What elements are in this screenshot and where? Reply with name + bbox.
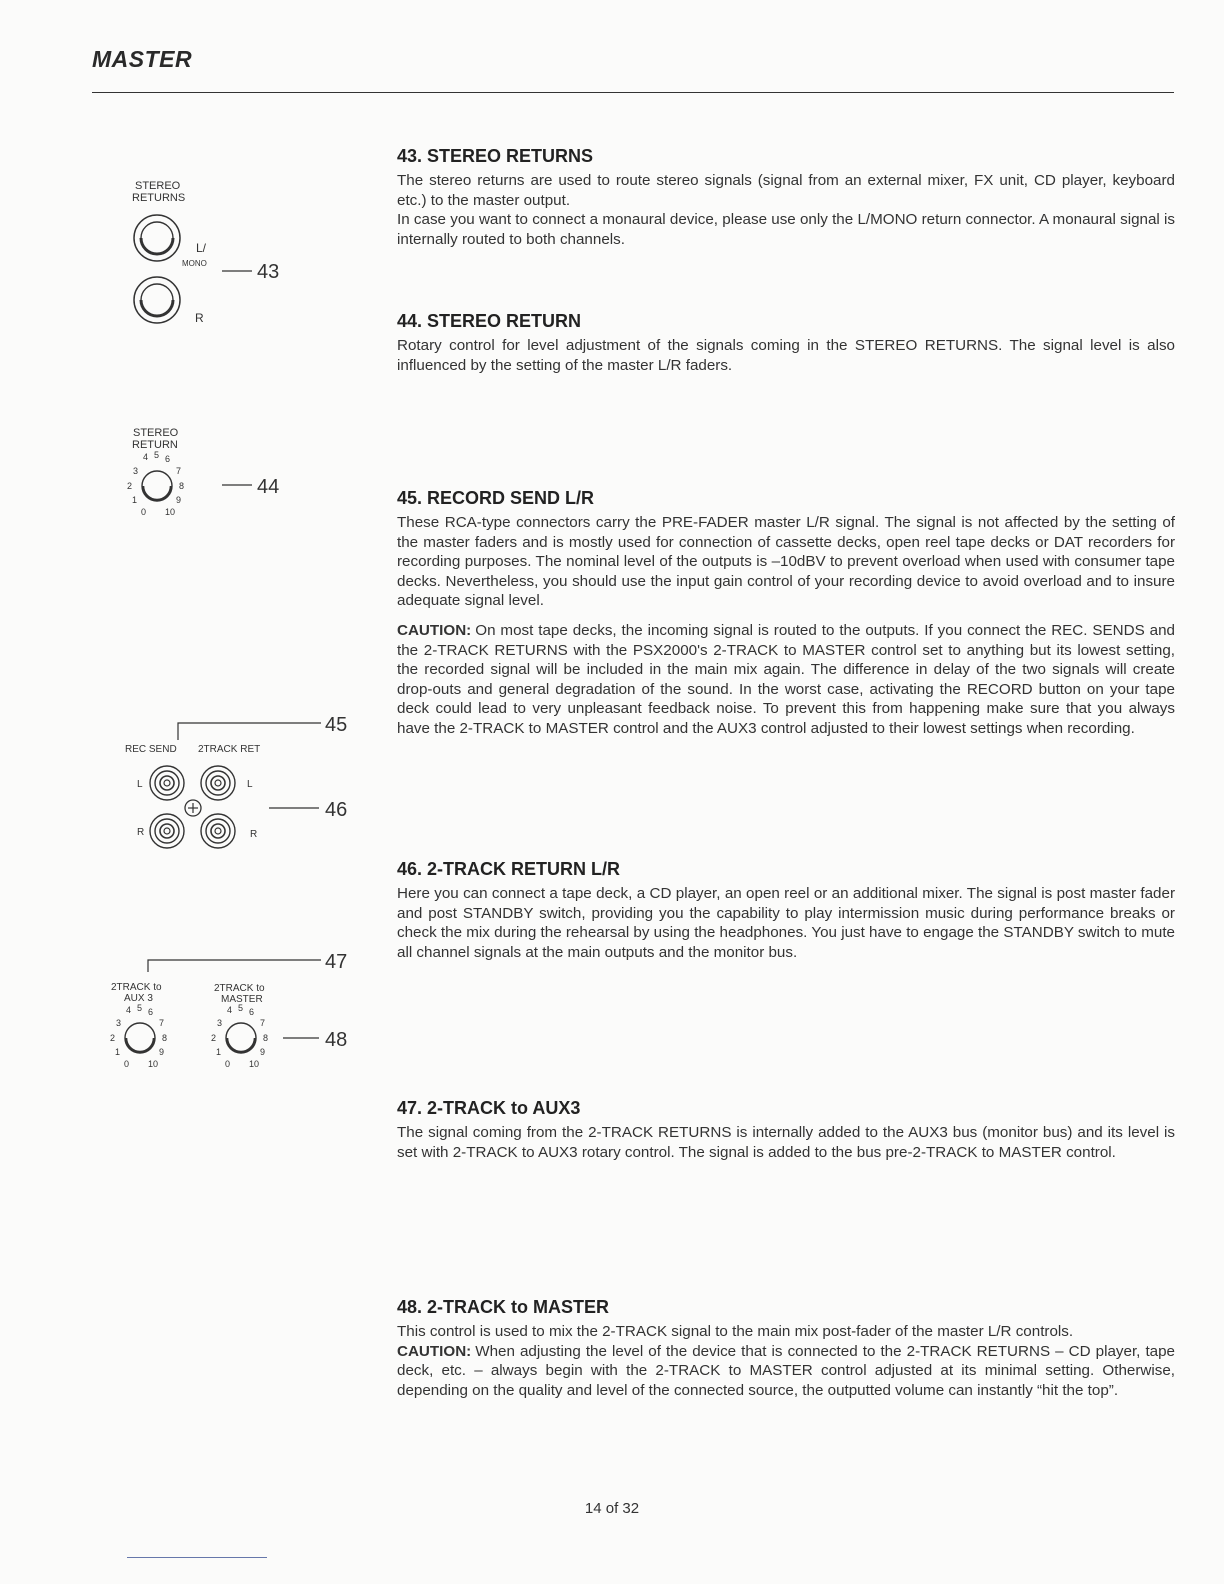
page-number: 14 of 32 bbox=[584, 1500, 640, 1517]
aux-scale-7: 7 bbox=[159, 1018, 165, 1028]
callout-47: 47 bbox=[325, 951, 348, 973]
stereo-returns-label-1: STEREO bbox=[135, 180, 181, 192]
stereo-return-label-1: STEREO bbox=[133, 427, 179, 439]
rca-l-left-label: L bbox=[137, 779, 143, 790]
knob44-scale-7: 7 bbox=[176, 466, 182, 476]
aux-scale-5: 5 bbox=[137, 1003, 143, 1013]
aux-scale-0: 0 bbox=[124, 1059, 130, 1069]
section-44 bbox=[397, 311, 1175, 375]
section-44-title: 44. STEREO RETURN bbox=[397, 311, 582, 331]
stereo-return-label-2: RETURN bbox=[132, 439, 178, 451]
lmono-mono-label: MONO bbox=[182, 259, 207, 268]
aux-scale-2: 2 bbox=[110, 1033, 116, 1043]
knob44-scale-5: 5 bbox=[154, 450, 160, 460]
section-45-para-1: These RCA-type connectors carry the PRE-FADER master L/R signal. The signal is not affected by the setting of the master faders and is mostly used for connection of cassette decks, open reel tape decks or DAT recorders for recording purposes. The nominal level of the outputs is –10dBV to prevent overload when used with consumer tape decks. Nevertheless, you should use the input gain control of your recording device to avoid overload and to insure adequate signal level. bbox=[397, 514, 1175, 610]
section-45-title: 45. RECORD SEND L/R bbox=[397, 488, 595, 508]
knob44-scale-0: 0 bbox=[141, 507, 147, 517]
section-48-title: 48. 2-TRACK to MASTER bbox=[397, 1297, 610, 1317]
section-47 bbox=[397, 1098, 1175, 1162]
r-jack-icon bbox=[134, 277, 180, 323]
footer-link-underline bbox=[127, 1557, 267, 1558]
callout-43: 43 bbox=[257, 261, 280, 283]
callout-44: 44 bbox=[257, 476, 280, 498]
callout-45: 45 bbox=[325, 714, 348, 736]
section-43-para-1: The stereo returns are used to route stereo signals (signal from an external mixer, FX unit, CD player, keyboard etc.) to the master output. bbox=[397, 172, 1175, 209]
aux-scale-6: 6 bbox=[148, 1007, 154, 1017]
callout-45-line bbox=[178, 723, 321, 740]
section-46-para-1: Here you can connect a tape deck, a CD player, an open reel or an additional mixer. The signal is post master fader and post STANDBY switch, providing you the capability to play intermission music during performance breaks or check the mix during the rehearsal by using the headphones. You just have to engage the STANDBY switch to mute all channel signals at the main outputs and the monitor bus. bbox=[397, 885, 1175, 961]
rca-rec-send-r-icon bbox=[150, 814, 184, 848]
section-48-caution-text: When adjusting the level of the device that is connected to the 2-TRACK RETURNS – CD player, tape deck, etc. – always begin with the 2-TRACK to MASTER control adjusted at its minimal setting. Otherwise, depending on the quality and level of the connected source, the outputted volume can instantly “hit the top”. bbox=[397, 1342, 1175, 1399]
section-43-title: 43. STEREO RETURNS bbox=[397, 146, 594, 166]
section-45-caution-label: CAUTION: bbox=[397, 621, 472, 639]
rca-rec-send-l-icon bbox=[150, 766, 184, 800]
knob44-scale-6: 6 bbox=[165, 454, 171, 464]
section-47-para-1: The signal coming from the 2-TRACK RETURNS is internally added to the AUX3 bus (monitor bus) and its level is set with 2-TRACK to AUX3 rotary control. The signal is added to the bus pre-2-TRACK to MASTER control. bbox=[397, 1124, 1175, 1161]
master-knob-icon bbox=[226, 1023, 256, 1053]
rca-jacks-group bbox=[125, 714, 347, 848]
mounting-screw-icon bbox=[185, 800, 201, 816]
aux-scale-8: 8 bbox=[162, 1033, 168, 1043]
section-45 bbox=[397, 488, 1175, 739]
knob44-scale-10: 10 bbox=[165, 507, 176, 517]
stereo-returns-group bbox=[132, 180, 279, 325]
aux3-knob-icon bbox=[125, 1023, 155, 1053]
r-jack-label: R bbox=[195, 311, 204, 325]
rca-r-left-label: R bbox=[137, 827, 145, 838]
rca-track-ret-l-icon bbox=[201, 766, 235, 800]
stereo-returns-label-2: RETURNS bbox=[132, 192, 186, 204]
knob44-scale-1: 1 bbox=[132, 495, 138, 505]
master-scale-7: 7 bbox=[260, 1018, 266, 1028]
header-divider bbox=[92, 92, 1174, 93]
master-scale-1: 1 bbox=[216, 1047, 222, 1057]
stereo-return-knob-group bbox=[127, 427, 279, 517]
section-44-para-1: Rotary control for level adjustment of the signals coming in the STEREO RETURNS. The signal level is also influenced by the setting of the master L/R faders. bbox=[397, 337, 1175, 374]
master-scale-4: 4 bbox=[227, 1005, 233, 1015]
aux-scale-1: 1 bbox=[115, 1047, 121, 1057]
callout-48: 48 bbox=[325, 1029, 348, 1051]
section-48-caution-label: CAUTION: bbox=[397, 1342, 472, 1360]
aux-scale-4: 4 bbox=[126, 1005, 132, 1015]
section-47-title: 47. 2-TRACK to AUX3 bbox=[397, 1098, 581, 1118]
aux-label-1: 2TRACK to bbox=[111, 982, 162, 993]
master-label-2: MASTER bbox=[221, 994, 263, 1005]
master-scale-2: 2 bbox=[211, 1033, 217, 1043]
section-48 bbox=[397, 1297, 1175, 1400]
aux-scale-3: 3 bbox=[116, 1018, 122, 1028]
callout-46: 46 bbox=[325, 799, 348, 821]
stereo-return-knob-icon bbox=[142, 471, 172, 501]
page-title: MASTER bbox=[92, 46, 193, 72]
knob44-scale-4: 4 bbox=[143, 452, 149, 462]
track-ret-label: 2TRACK RET bbox=[198, 744, 261, 755]
rec-send-label: REC SEND bbox=[125, 744, 177, 755]
master-scale-0: 0 bbox=[225, 1059, 231, 1069]
section-45-caution bbox=[397, 621, 1175, 739]
master-scale-6: 6 bbox=[249, 1007, 255, 1017]
section-46 bbox=[397, 859, 1175, 962]
master-scale-5: 5 bbox=[238, 1003, 244, 1013]
knob44-scale-3: 3 bbox=[133, 466, 139, 476]
section-46-title: 46. 2-TRACK RETURN L/R bbox=[397, 859, 621, 879]
aux-scale-10: 10 bbox=[148, 1059, 159, 1069]
rca-r-right-label: R bbox=[250, 829, 258, 840]
two-track-knobs-group bbox=[110, 951, 347, 1069]
knob44-scale-2: 2 bbox=[127, 481, 133, 491]
lmono-jack-icon bbox=[134, 215, 180, 261]
section-45-caution-text: On most tape decks, the incoming signal is routed to the outputs. If you connect the REC. SENDS and the 2-TRACK RETURNS with the PSX2000's 2-TRACK to MASTER control set to anything but its lowest setting, the recorded signal will be included in the main mix again. The difference in delay of the two signals will create drop-outs and general degradation of the sound. In the worst case, activating the RECORD button on your tape deck could lead to very unpleasant feedback noise. To prevent this from happening make sure that you always have the 2-TRACK to MASTER control and the AUX3 control adjusted to their lowest settings when recording. bbox=[397, 621, 1175, 737]
master-scale-8: 8 bbox=[263, 1033, 269, 1043]
master-scale-9: 9 bbox=[260, 1047, 266, 1057]
master-label-1: 2TRACK to bbox=[214, 983, 265, 994]
section-48-caution bbox=[397, 1342, 1175, 1401]
master-scale-3: 3 bbox=[217, 1018, 223, 1028]
aux-scale-9: 9 bbox=[159, 1047, 165, 1057]
callout-47-line bbox=[148, 960, 321, 972]
rca-track-ret-r-icon bbox=[201, 814, 235, 848]
section-43-para-2: In case you want to connect a monaural device, please use only the L/MONO return connector. A monaural signal is internally routed to both channels. bbox=[397, 211, 1175, 248]
knob44-scale-9: 9 bbox=[176, 495, 182, 505]
knob44-scale-8: 8 bbox=[179, 481, 185, 491]
panel-diagram bbox=[95, 160, 385, 1095]
lmono-l-label: L/ bbox=[196, 241, 207, 255]
section-48-para-1: This control is used to mix the 2-TRACK signal to the main mix post-fader of the master L/R controls. bbox=[397, 1323, 1074, 1340]
master-scale-10: 10 bbox=[249, 1059, 260, 1069]
section-43 bbox=[397, 146, 1175, 249]
rca-l-right-label: L bbox=[247, 779, 253, 790]
aux-label-2: AUX 3 bbox=[124, 993, 153, 1004]
